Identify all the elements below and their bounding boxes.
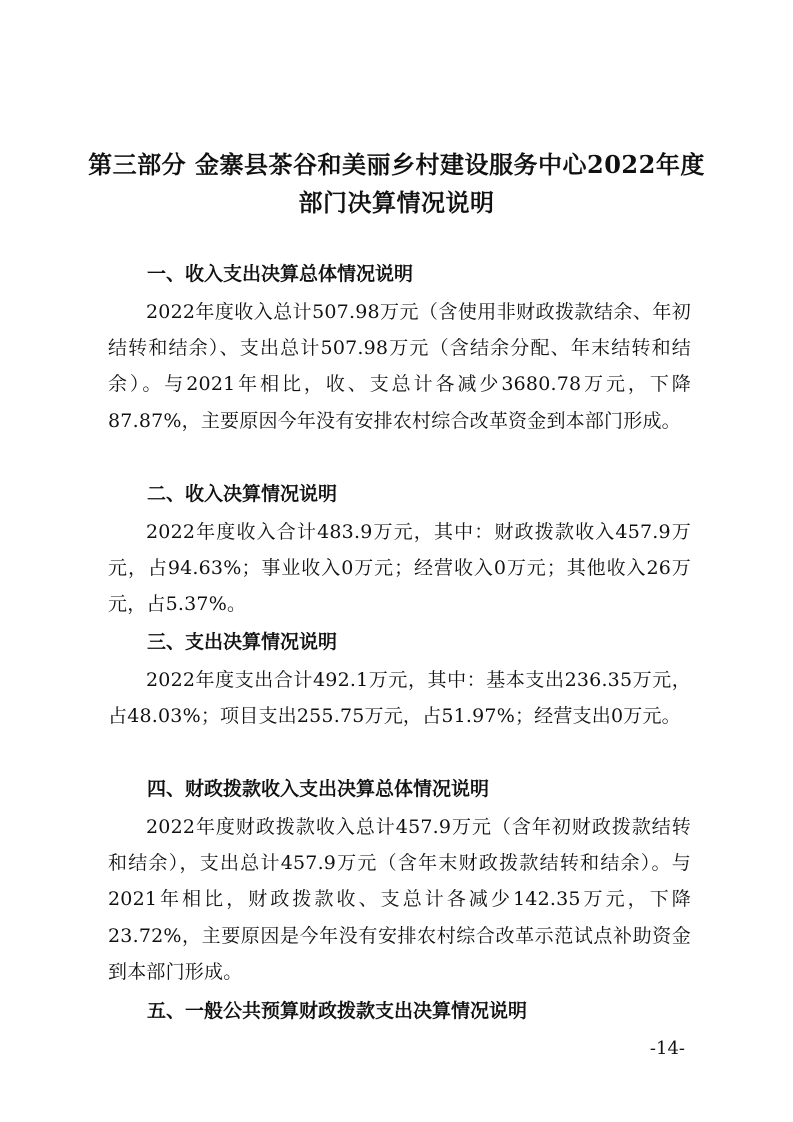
section-heading-1: 一、收入支出决算总体情况说明	[147, 263, 414, 285]
section-body-3: 2022年度支出合计492.1万元，其中：基本支出236.35万元，占48.03%；项目支出255.75万元，占51.97%；经营支出0万元。	[108, 669, 691, 728]
section-body-4: 2022年度财政拨款收入总计457.9万元（含年初财政拨款结转和结余），支出总计457.9万元（含年末财政拨款结转和结余）。与2021年相比，财政拨款收、支总计各减少142.35万元，下降23.72%，主要原因是今年没有安排农村综合改革示范试点补助资金到本部门形成。	[108, 816, 691, 983]
section-heading-3: 三、支出决算情况说明	[147, 631, 338, 653]
section-heading-4: 四、财政拨款收入支出决算总体情况说明	[147, 778, 490, 800]
section-body-1: 2022年度收入总计507.98万元（含使用非财政拨款结余、年初结转和结余）、支出总计507.98万元（含结余分配、年末结转和结余）。与2021年相比，收、支总计各减少3680.78万元，下降87.87%，主要原因今年没有安排农村综合改革资金到本部门形成。	[108, 301, 691, 432]
section-heading-2: 二、收入决算情况说明	[147, 483, 338, 505]
section-body-2: 2022年度收入合计483.9万元，其中：财政拨款收入457.9万元，占94.63%；事业收入0万元；经营收入0万元；其他收入26万元，占5.37%。	[108, 521, 691, 616]
page-title-line-2: 部门决算情况说明	[298, 188, 495, 217]
section-heading-5: 五、一般公共预算财政拨款支出决算情况说明	[147, 1000, 528, 1022]
page-number: -14-	[649, 1038, 685, 1059]
page-title-line-1: 第三部分 金寨县茶谷和美丽乡村建设服务中心2022年度	[88, 150, 705, 179]
